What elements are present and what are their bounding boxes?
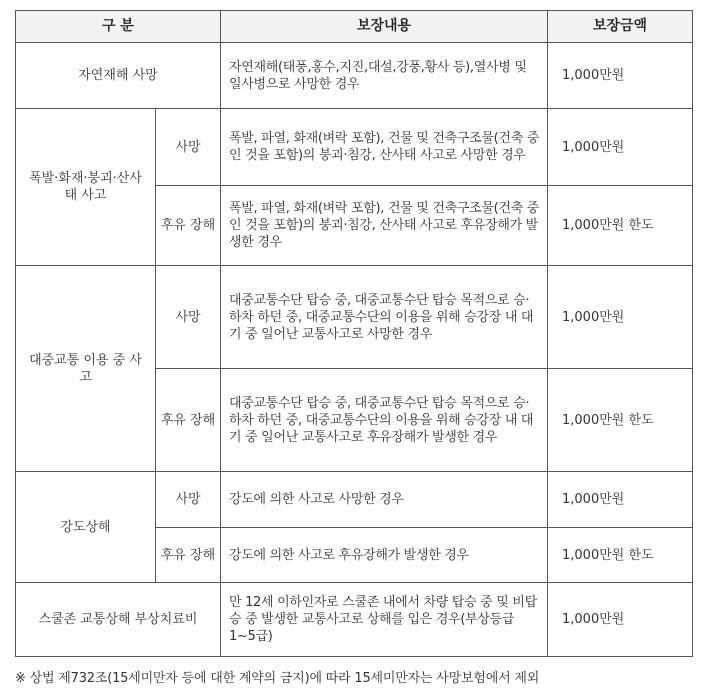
row-amount: 1,000만원 (548, 583, 693, 657)
row-description: 만 12세 이하인자로 스쿨존 내에서 차량 탑승 중 및 비탑승 중 발생한 교통사고로 상해를 입은 경우(부상등급 1~5급) (221, 583, 548, 657)
row-subtype: 사망 (156, 472, 221, 528)
row-subtype: 사망 (156, 109, 221, 186)
row-category: 스쿨존 교통상해 부상치료비 (16, 583, 221, 657)
row-amount: 1,000만원 (548, 43, 693, 109)
row-subtype: 후유 장해 (156, 186, 221, 266)
row-description: 강도에 의한 사고로 사망한 경우 (221, 472, 548, 528)
header-description: 보장내용 (221, 11, 548, 43)
row-category: 대중교통 이용 중 사고 (16, 266, 156, 472)
table-row (16, 43, 693, 109)
table-row (16, 266, 693, 369)
row-amount: 1,000만원 한도 (548, 369, 693, 472)
table-row (16, 583, 693, 657)
table-row (16, 472, 693, 528)
row-description: 대중교통수단 탑승 중, 대중교통수단 탑승 목적으로 승·하차 하던 중, 대중교통수단의 이용을 위해 승강장 내 대기 중 일어난 교통사고로 사망한 경우 (221, 266, 548, 369)
row-category: 자연재해 사망 (16, 43, 221, 109)
row-description: 폭발, 파열, 화재(벼락 포함), 건물 및 건축구조물(건축 중인 것을 포함)의 붕괴·침강, 산사태 사고로 후유장해가 발생한 경우 (221, 186, 548, 266)
coverage-table (15, 10, 693, 657)
table-row (16, 109, 693, 186)
row-subtype: 후유 장해 (156, 528, 221, 583)
row-amount: 1,000만원 (548, 266, 693, 369)
row-amount: 1,000만원 한도 (548, 186, 693, 266)
row-description: 강도에 의한 사고로 후유장해가 발생한 경우 (221, 528, 548, 583)
row-description: 폭발, 파열, 화재(벼락 포함), 건물 및 건축구조물(건축 중인 것을 포함)의 붕괴·침강, 산사태 사고로 사망한 경우 (221, 109, 548, 186)
row-category: 폭발·화재·붕괴·산사태 사고 (16, 109, 156, 266)
header-category: 구 분 (16, 11, 221, 43)
row-category: 강도상해 (16, 472, 156, 583)
row-description: 대중교통수단 탑승 중, 대중교통수단 탑승 목적으로 승·하차 하던 중, 대중교통수단의 이용을 위해 승강장 내 대기 중 일어난 교통사고로 후유장해가 발생한 경우 (221, 369, 548, 472)
row-description: 자연재해(태풍,홍수,지진,대설,강풍,황사 등),열사병 및 일사병으로 사망한 경우 (221, 43, 548, 109)
coverage-table-wrapper (15, 10, 692, 657)
header-amount: 보장금액 (548, 11, 693, 43)
row-subtype: 사망 (156, 266, 221, 369)
row-amount: 1,000만원 (548, 472, 693, 528)
footnote: ※ 상법 제732조(15세미만자 등에 대한 계약의 금지)에 따라 15세미만자는 사망보험에서 제외 (15, 671, 540, 686)
table-header-row (16, 11, 693, 43)
row-amount: 1,000만원 한도 (548, 528, 693, 583)
row-amount: 1,000만원 (548, 109, 693, 186)
row-subtype: 후유 장해 (156, 369, 221, 472)
